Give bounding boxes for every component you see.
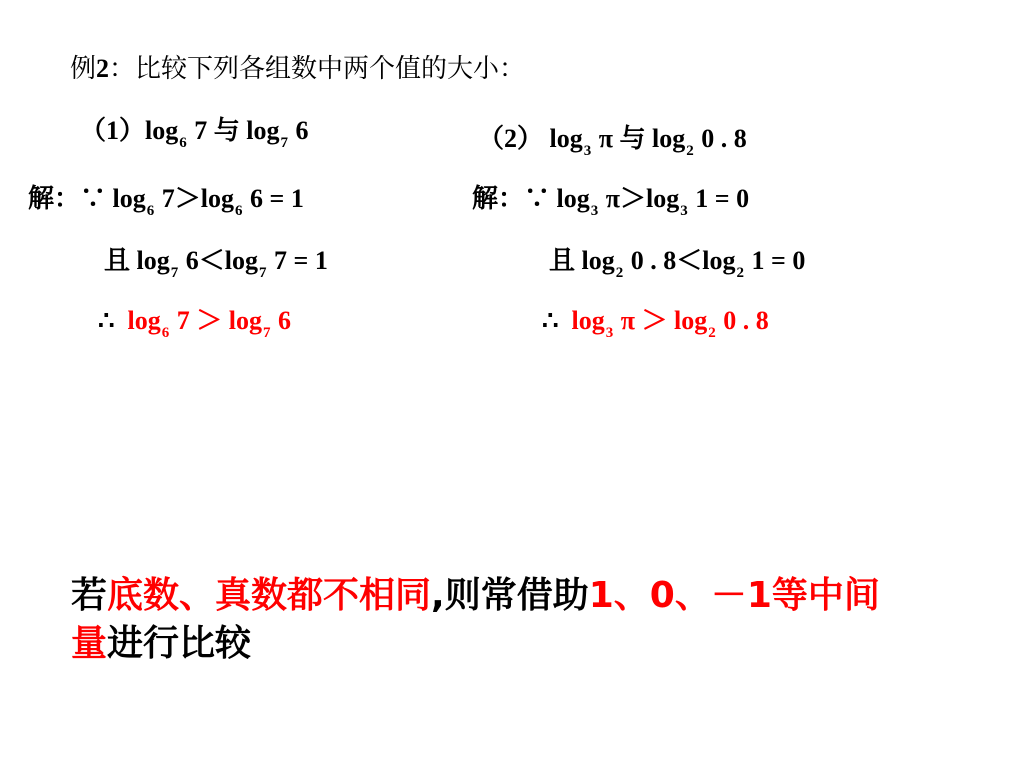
log-base: 3 bbox=[680, 203, 688, 219]
conjunction: 与 bbox=[213, 116, 240, 145]
log-text: log bbox=[556, 184, 590, 213]
log-argument: 0 . 8 bbox=[630, 246, 677, 275]
conclusion-expression bbox=[571, 306, 769, 341]
therefore-symbol: ∴ bbox=[542, 306, 559, 335]
summary-note bbox=[71, 572, 971, 668]
log-base: 7 bbox=[170, 265, 179, 281]
log-text: log bbox=[246, 116, 280, 145]
log-argument: 7 bbox=[274, 246, 287, 275]
log-text: log bbox=[136, 246, 170, 275]
log-base: 3 bbox=[605, 325, 614, 341]
log-argument: 0 . 8 bbox=[723, 306, 769, 335]
therefore-symbol: ∴ bbox=[98, 306, 115, 335]
comparison-operator: ＞ bbox=[641, 306, 668, 335]
solution-1-line-2 bbox=[104, 246, 328, 281]
note-highlight: 等中间 bbox=[771, 575, 880, 616]
equals-value: = 0 bbox=[714, 184, 750, 213]
log-text: log bbox=[228, 306, 263, 335]
title-prefix: 例 bbox=[70, 54, 97, 83]
log-argument: 0 . 8 bbox=[701, 124, 747, 153]
comparison-operator: ＞ bbox=[196, 306, 223, 335]
log-argument: π bbox=[598, 124, 613, 153]
problem-1 bbox=[80, 116, 309, 151]
solution-2-line-2 bbox=[549, 246, 806, 281]
comparison-operator: ＜ bbox=[676, 246, 703, 275]
log-base: 2 bbox=[708, 325, 716, 341]
log-base: 3 bbox=[590, 203, 599, 219]
and-word: 且 bbox=[549, 246, 576, 275]
note-text: 若 bbox=[71, 575, 108, 616]
title-number: 2 bbox=[96, 54, 110, 83]
problem-2 bbox=[478, 124, 747, 159]
log-base: 6 bbox=[179, 135, 187, 151]
solution-1-conclusion bbox=[98, 306, 292, 341]
note-text: ,则常借助 bbox=[431, 575, 589, 616]
problem-1-label: （1） bbox=[80, 116, 146, 145]
log-text: log bbox=[127, 306, 161, 335]
equals-value: = 0 bbox=[771, 246, 806, 275]
solution-1-line-1 bbox=[28, 184, 304, 219]
comparison-operator: ＞ bbox=[174, 184, 201, 213]
log-text: log bbox=[702, 246, 736, 275]
equals-value: = 1 bbox=[269, 184, 304, 213]
log-text: log bbox=[652, 124, 686, 153]
conjunction: 与 bbox=[619, 124, 646, 153]
conclusion-expression bbox=[127, 306, 292, 341]
log-argument: 7 bbox=[176, 306, 190, 335]
log-text: log bbox=[224, 246, 258, 275]
log-argument: π bbox=[620, 306, 636, 335]
because-symbol: ∵ bbox=[80, 184, 107, 213]
note-highlight: 底数、真数都不相同 bbox=[107, 575, 432, 616]
log-argument: 7 bbox=[161, 184, 175, 213]
solution-2-line-1 bbox=[472, 184, 750, 219]
comparison-operator: ＞ bbox=[620, 184, 647, 213]
equals-value: = 1 bbox=[293, 246, 328, 275]
title-text: ：比较下列各组数中两个值的大小： bbox=[109, 54, 526, 83]
log-argument: 6 bbox=[185, 246, 199, 275]
log-base: 3 bbox=[583, 143, 592, 159]
log-argument: 6 bbox=[278, 306, 292, 335]
log-base: 2 bbox=[686, 143, 694, 159]
log-argument: 6 bbox=[250, 184, 264, 213]
solution-label: 解： bbox=[472, 184, 525, 213]
note-highlight: 量 bbox=[71, 623, 108, 664]
log-argument: 7 bbox=[194, 116, 208, 145]
log-text: log bbox=[571, 306, 605, 335]
comparison-operator: ＜ bbox=[198, 246, 225, 275]
problem-2-label: （2） bbox=[478, 124, 544, 153]
log-argument: π bbox=[605, 184, 621, 213]
note-highlight: 1、0、－1 bbox=[588, 575, 772, 616]
log-text: log bbox=[200, 184, 235, 213]
log-text: log bbox=[646, 184, 680, 213]
log-argument: 1 bbox=[695, 184, 709, 213]
example-title bbox=[70, 56, 525, 82]
and-word: 且 bbox=[104, 246, 131, 275]
log-text: log bbox=[549, 124, 583, 153]
log-base: 6 bbox=[146, 203, 155, 219]
log-base: 7 bbox=[263, 325, 271, 341]
log-base: 7 bbox=[259, 265, 267, 281]
log-text: log bbox=[145, 116, 179, 145]
log-base: 6 bbox=[161, 325, 170, 341]
solution-2-conclusion bbox=[542, 306, 769, 341]
log-base: 2 bbox=[736, 265, 744, 281]
log-base: 2 bbox=[615, 265, 624, 281]
note-text: 进行比较 bbox=[107, 623, 252, 664]
log-text: log bbox=[581, 246, 615, 275]
log-text: log bbox=[674, 306, 708, 335]
log-argument: 6 bbox=[295, 116, 309, 145]
log-argument: 1 bbox=[751, 246, 765, 275]
log-base: 7 bbox=[280, 135, 288, 151]
solution-label: 解： bbox=[28, 184, 81, 213]
log-base: 6 bbox=[235, 203, 243, 219]
because-symbol: ∵ bbox=[524, 184, 551, 213]
log-text: log bbox=[112, 184, 146, 213]
